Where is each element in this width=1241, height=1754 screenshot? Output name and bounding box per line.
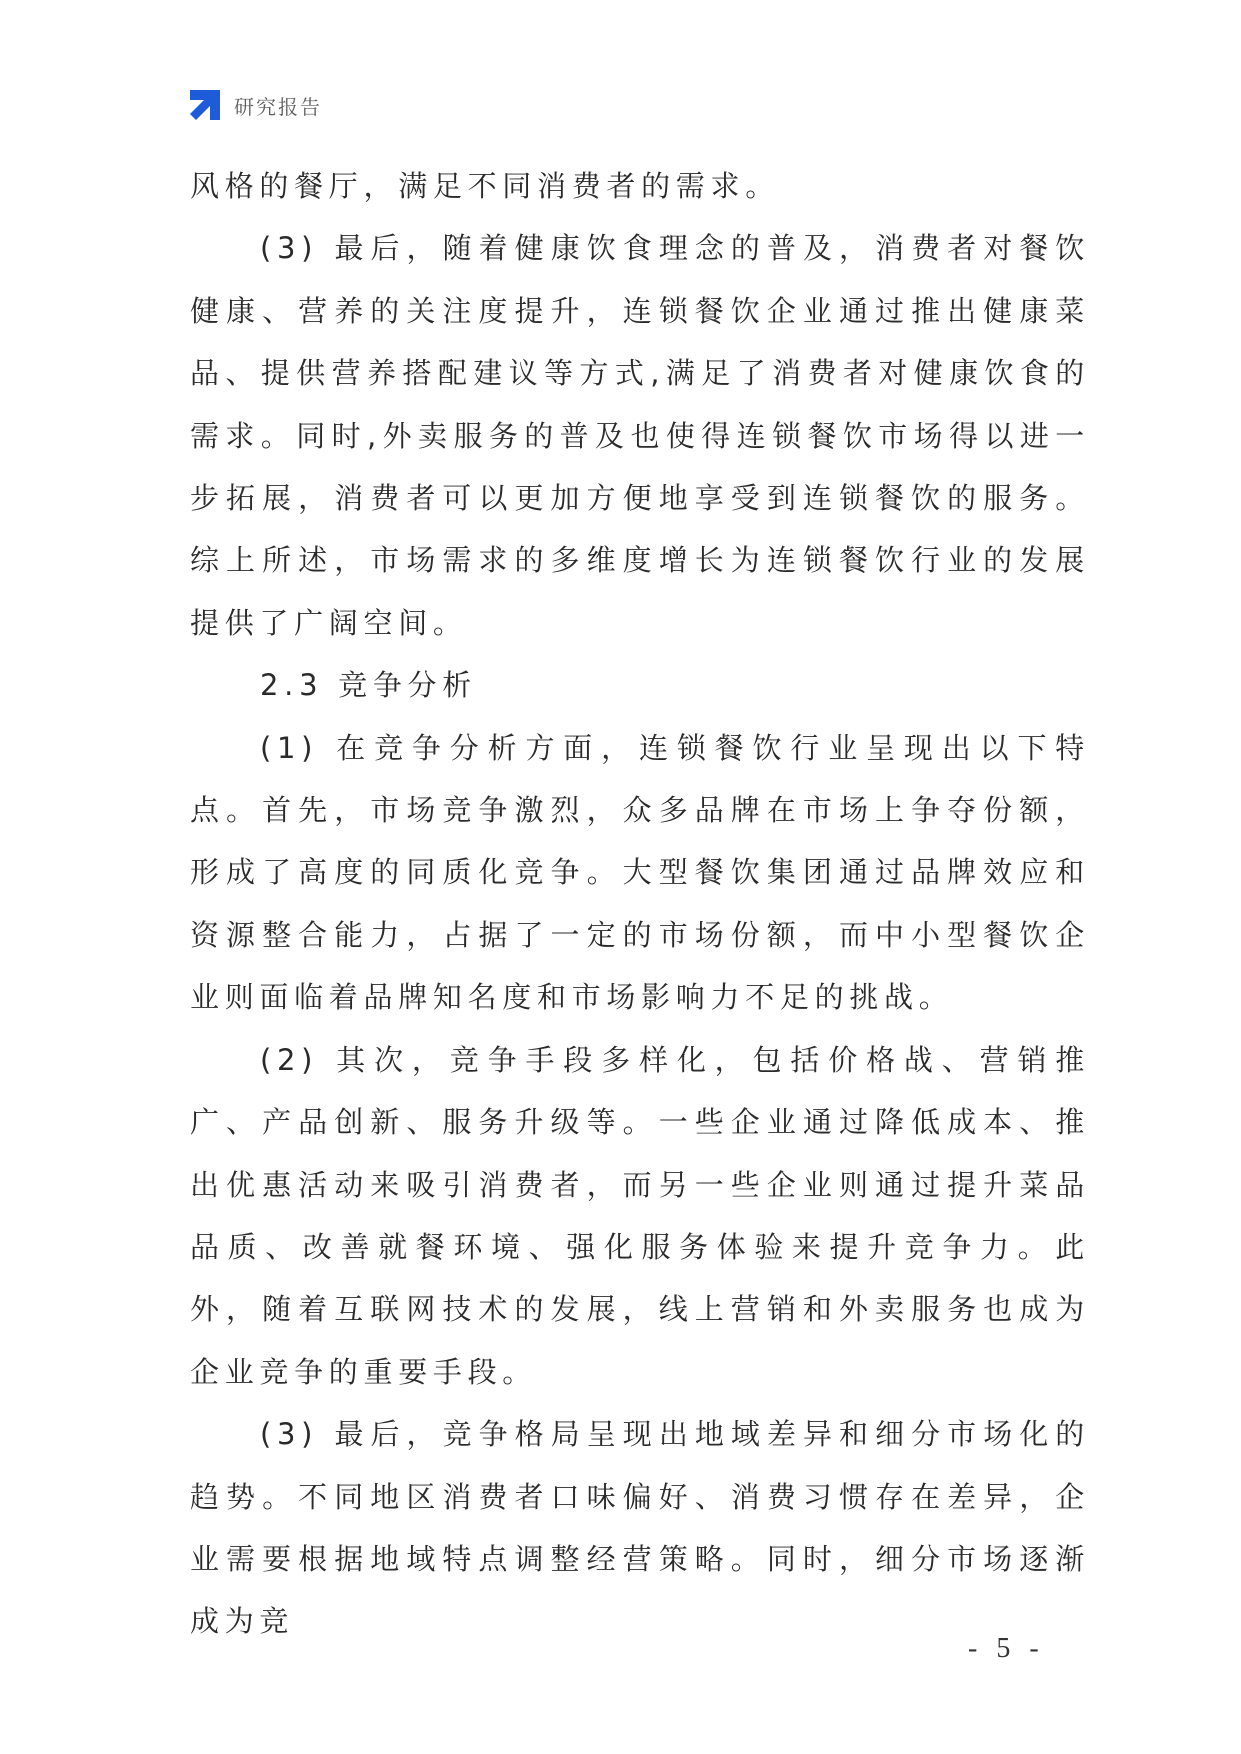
report-header bbox=[188, 88, 322, 122]
paragraph: (3) 最后，随着健康饮食理念的普及，消费者对餐饮健康、营养的关注度提升，连锁餐饮企业通过推出健康菜品、提供营养搭配建议等方式,满足了消费者对健康饮食的需求。同时,外卖服务的普及也使得连锁餐饮市场得以进一步拓展，消费者可以更加方便地享受到连锁餐饮的服务。综上所述，市场需求的多维度增长为连锁餐饮行业的发展提供了广阔空间。 bbox=[190, 231, 1090, 640]
section-heading: 2.3 竞争分析 bbox=[260, 668, 477, 703]
page-number: - 5 - bbox=[968, 1633, 1045, 1664]
paragraph: (2) 其次，竞争手段多样化，包括价格战、营销推广、产品创新、服务升级等。一些企业通过降低成本、推出优惠活动来吸引消费者，而另一些企业则通过提升菜品品质、改善就餐环境、强化服务体验来提升竞争力。此外，随着互联网技术的发展，线上营销和外卖服务也成为企业竞争的重要手段。 bbox=[190, 1042, 1090, 1389]
arrow-up-right-logo-icon bbox=[188, 88, 222, 122]
paragraph: (3) 最后，竞争格局呈现出地域差异和细分市场化的趋势。不同地区消费者口味偏好、消费习惯存在差异，企业需要根据地域特点调整经营策略。同时，细分市场逐渐成为竞 bbox=[190, 1417, 1090, 1639]
paragraph: (1) 在竞争分析方面，连锁餐饮行业呈现出以下特点。首先，市场竞争激烈，众多品牌在市场上争夺份额，形成了高度的同质化竞争。大型餐饮集团通过品牌效应和资源整合能力，占据了一定的市场份额，而中小型餐饮企业则面临着品牌知名度和市场影响力不足的挑战。 bbox=[190, 730, 1090, 1015]
document-body bbox=[190, 155, 1090, 1653]
paragraph-continuation: 风格的餐厅，满足不同消费者的需求。 bbox=[190, 169, 780, 203]
header-title: 研究报告 bbox=[234, 94, 322, 119]
